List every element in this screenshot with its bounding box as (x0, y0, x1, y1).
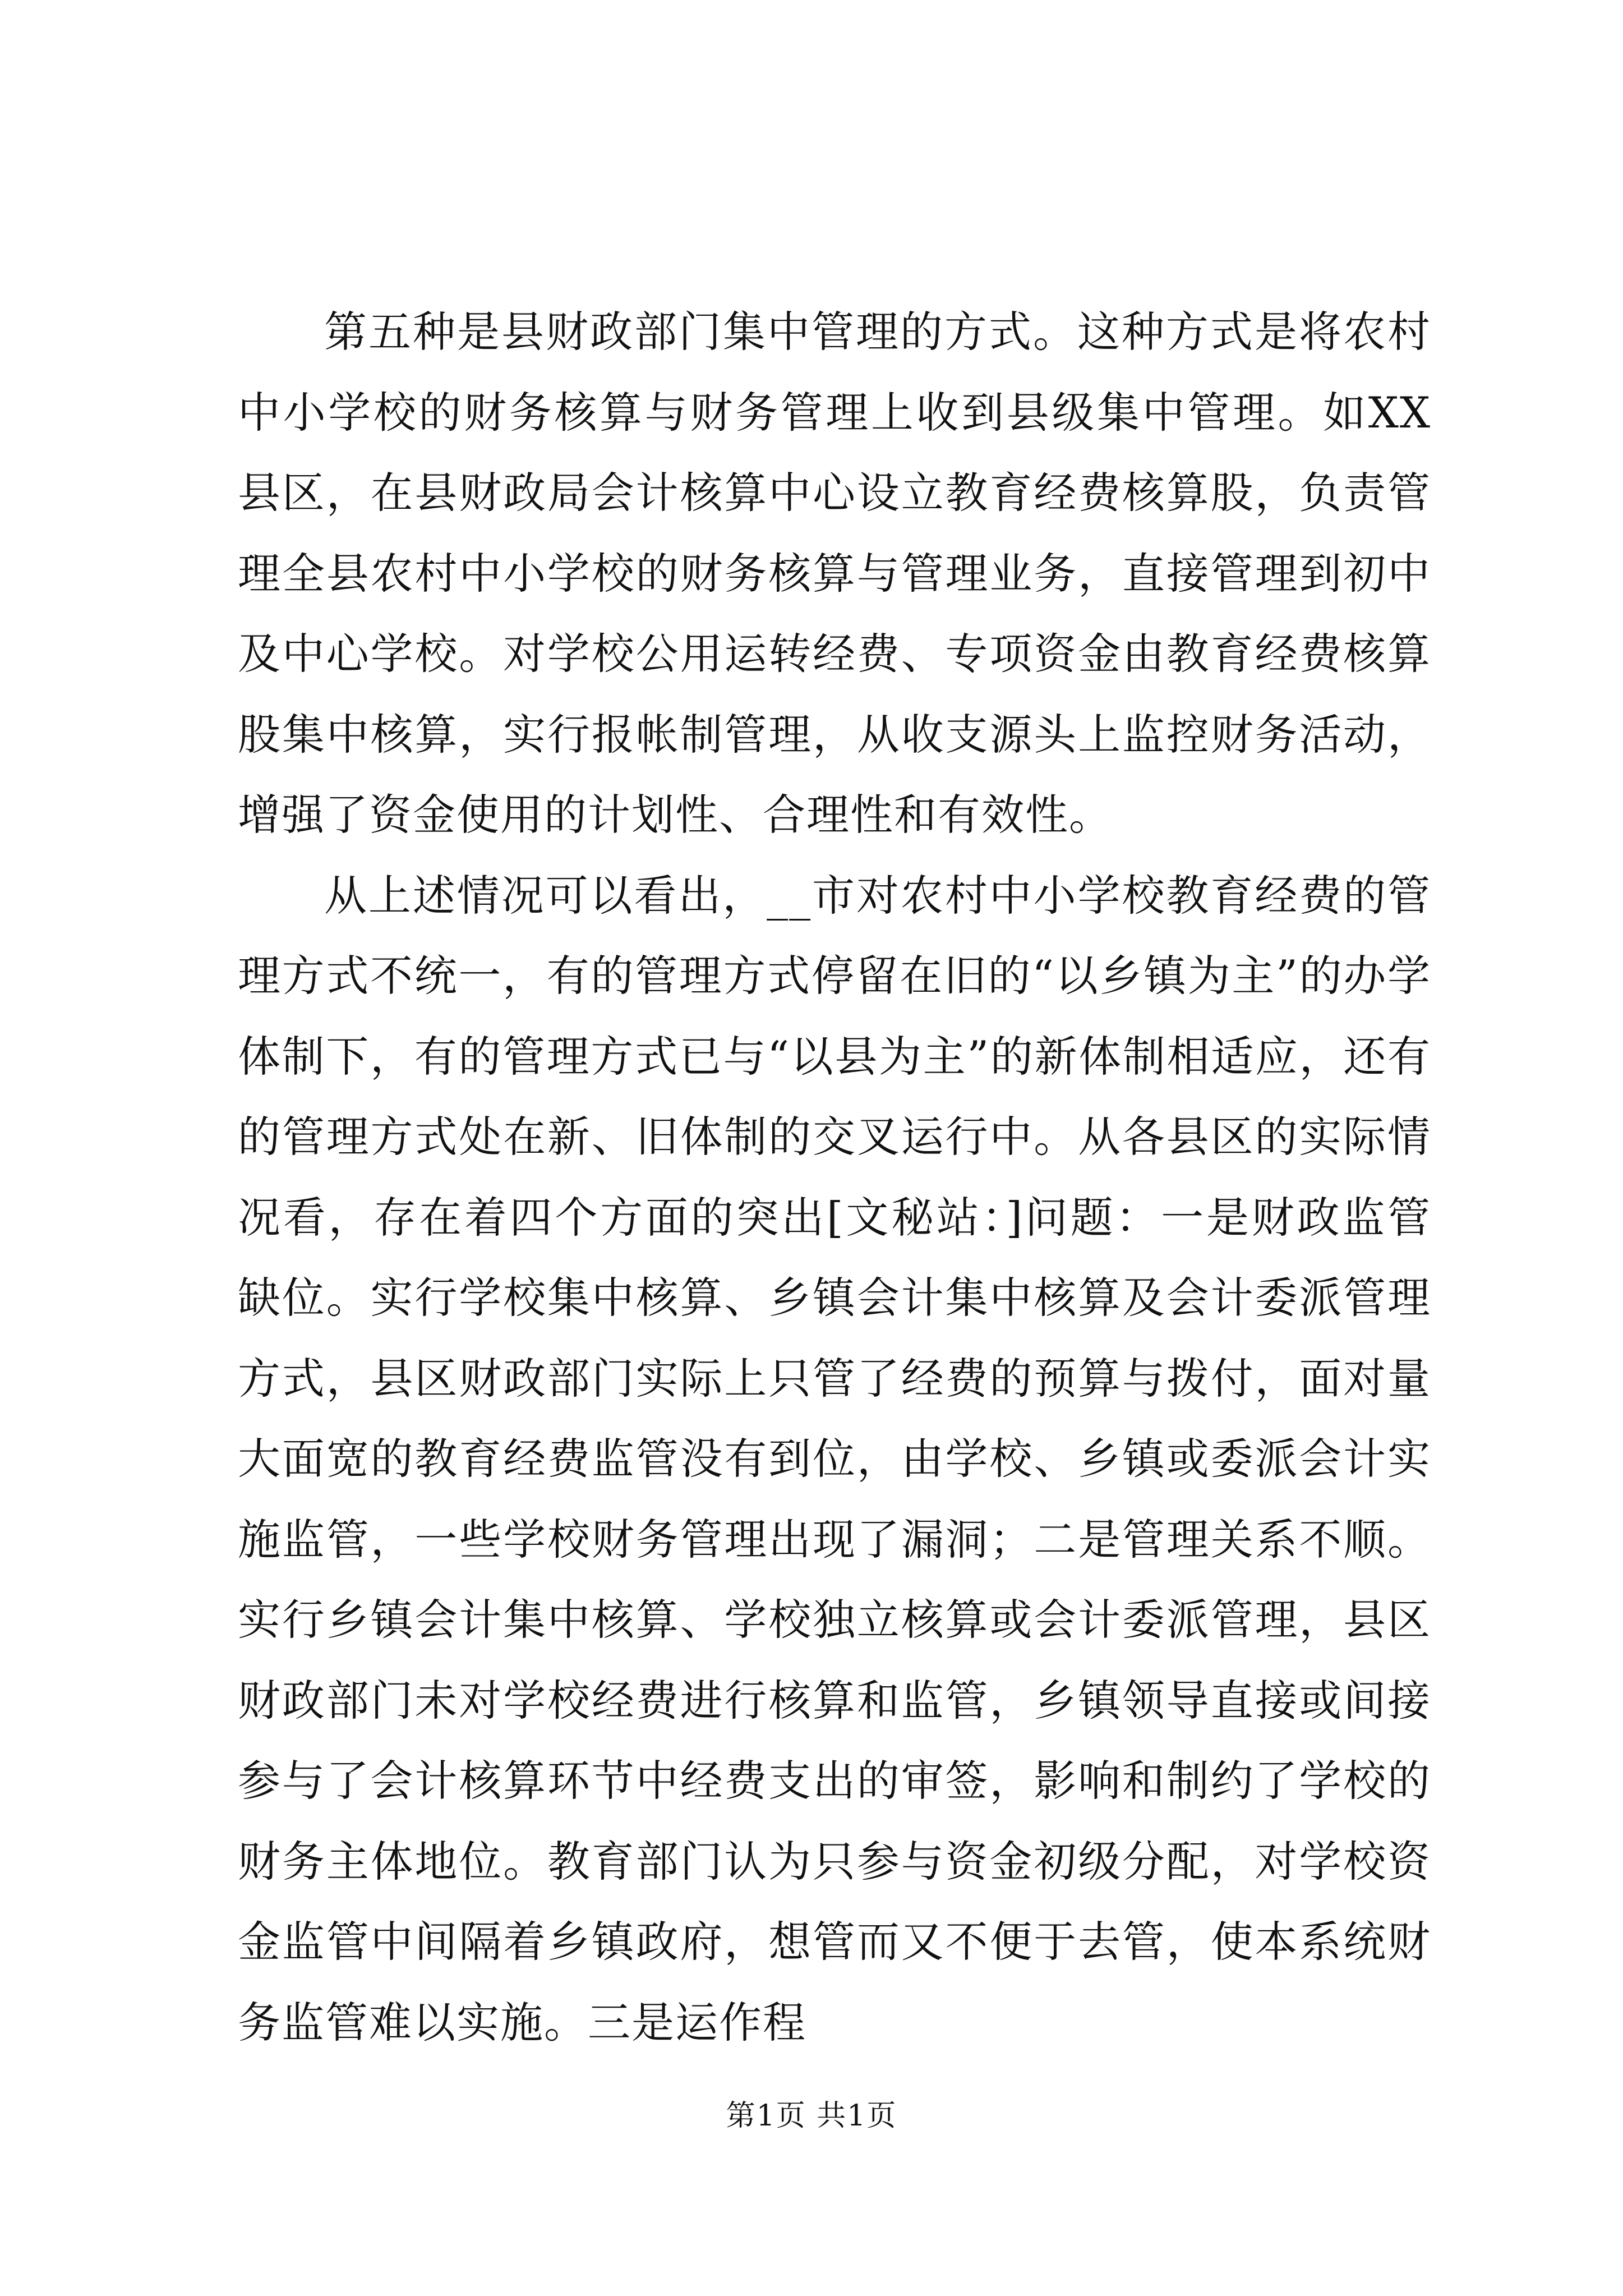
paragraph-2: 从上述情况可以看出，__市对农村中小学校教育经费的管理方式不统一，有的管理方式停留在旧的“以乡镇为主”的办学体制下，有的管理方式已与“以县为主”的新体制相适应，还有的管理方式处在新、旧体制的交叉运行中。从各县区的实际情况看，存在着四个方面的突出[文秘站：]问题：一是财政监管缺位。实行学校集中核算、乡镇会计集中核算及会计委派管理方式，县区财政部门实际上只管了经费的预算与拨付，面对量大面宽的教育经费监管没有到位，由学校、乡镇或委派会计实施监管，一些学校财务管理出现了漏洞；二是管理关系不顺。实行乡镇会计集中核算、学校独立核算或会计委派管理，县区财政部门未对学校经费进行核算和监管，乡镇领导直接或间接参与了会计核算环节中经费支出的审签，影响和制约了学校的财务主体地位。教育部门认为只参与资金初级分配，对学校资金监管中间隔着乡镇政府，想管而又不便于去管，使本系统财务监管难以实施。三是运作程 (238, 870, 1431, 2047)
page-footer: 第1页 共1页 (726, 2099, 897, 2133)
document-body (238, 292, 1431, 2063)
paragraph-1: 第五种是县财政部门集中管理的方式。这种方式是将农村中小学校的财务核算与财务管理上收到县级集中管理。如XX县区，在县财政局会计核算中心设立教育经费核算股，负责管理全县农村中小学校的财务核算与管理业务，直接管理到初中及中心学校。对学校公用运转经费、专项资金由教育经费核算股集中核算，实行报帐制管理，从收支源头上监控财务活动，增强了资金使用的计划性、合理性和有效性。 (238, 307, 1431, 840)
